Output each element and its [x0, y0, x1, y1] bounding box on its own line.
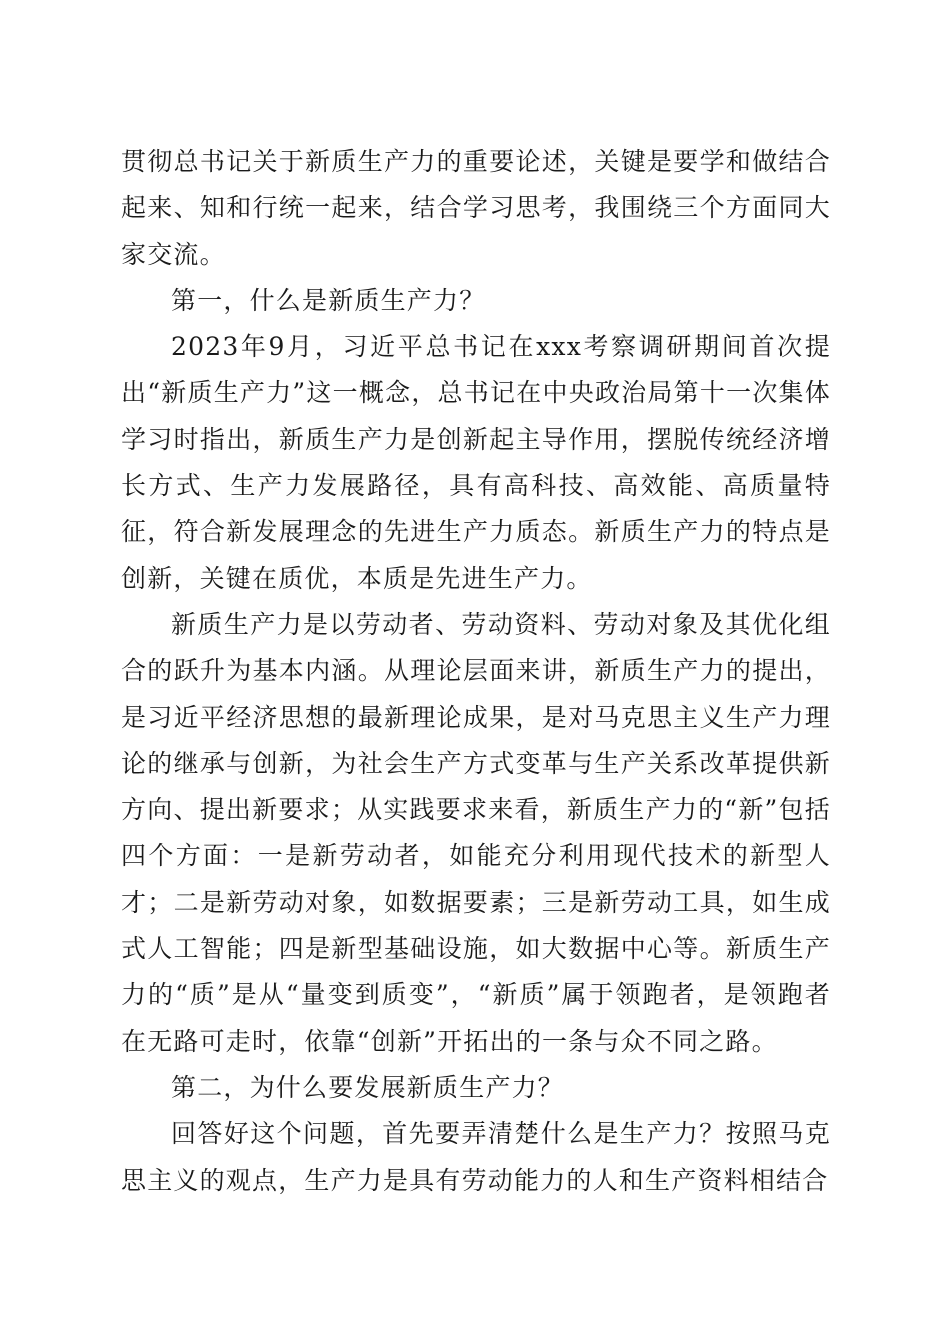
- section-heading-one: 第一，什么是新质生产力？: [171, 285, 486, 315]
- paragraph-connotation: 新质生产力是以劳动者、劳动资料、劳动对象及其优化组合的跃升为基本内涵。从理论层面来讲，新质生产力的提出，是习近平经济思想的最新理论成果，是对马克思主义生产力理论的继承与创新，为社会生产方式变革与生产关系改革提供新方向、提出新要求；从实践要求来看，新质生产力的“新”包括四个方面：一是新劳动者，如能充分利用现代技术的新型人才；二是新劳动对象，如数据要素；三是新劳动工具，如生成式人工智能；四是新型基础设施，如大数据中心等。新质生产力的“质”是从“量变到质变”，“新质”属于领跑者，是领跑者在无路可走时，依靠“创新”开拓出的一条与众不同之路。: [121, 609, 831, 1056]
- section-heading-two: 第二，为什么要发展新质生产力？: [171, 1072, 565, 1102]
- paragraph-intro-continuation: 贯彻总书记关于新质生产力的重要论述，关键是要学和做结合起来、知和行统一起来，结合学习思考，我围绕三个方面同大家交流。: [121, 147, 831, 269]
- document-body: [121, 139, 831, 1204]
- paragraph-answer-start: 回答好这个问题，首先要弄清楚什么是生产力？按照马克思主义的观点，生产力是具有劳动能力的人和生产资料相结合: [121, 1119, 831, 1195]
- paragraph-definition: 2023年9月，习近平总书记在xxx考察调研期间首次提出“新质生产力”这一概念，总书记在中央政治局第十一次集体学习时指出，新质生产力是创新起主导作用，摆脱传统经济增长方式、生产力发展路径，具有高科技、高效能、高质量特征，符合新发展理念的先进生产力质态。新质生产力的特点是创新，关键在质优，本质是先进生产力。: [121, 332, 831, 593]
